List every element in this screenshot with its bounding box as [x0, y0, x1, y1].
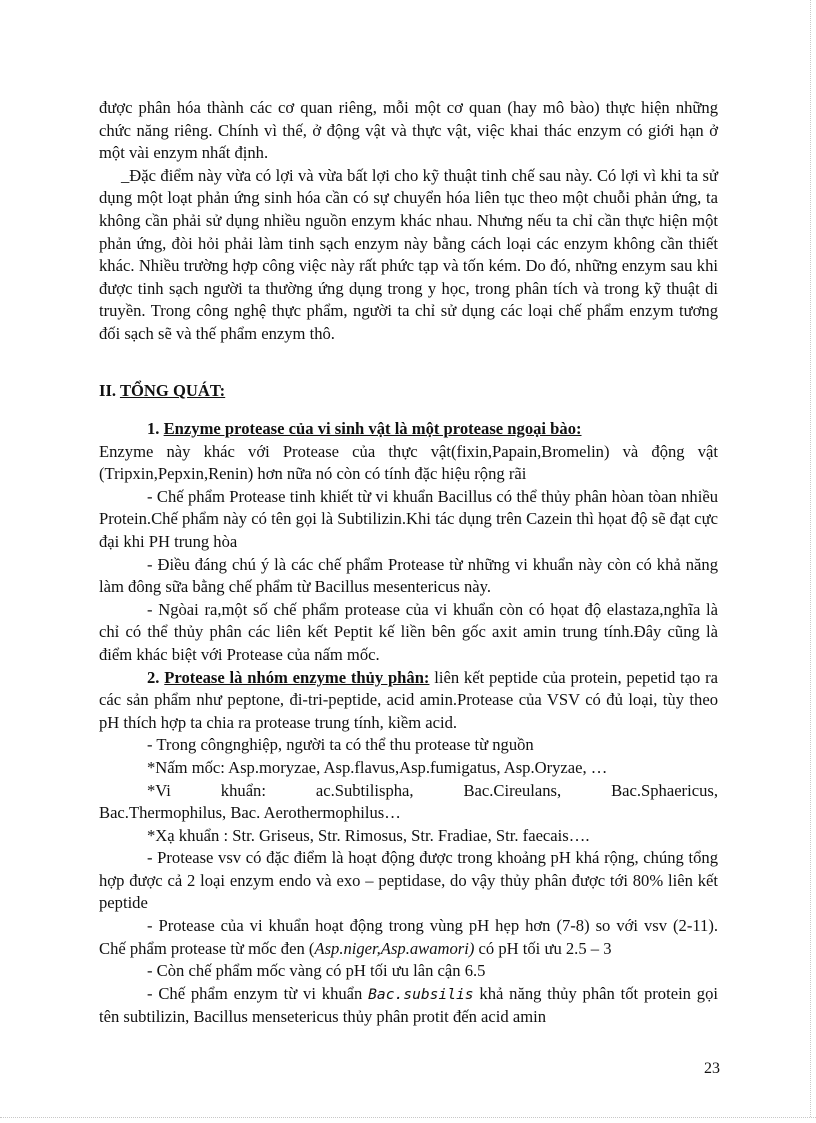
bacterial-protease-text: - Protease của vi khuẩn hoạt động trong vùng pH hẹp hơn (7-8) so với vsv (2-11). Chế phẩm protease từ mốc đen ( [99, 916, 718, 958]
bacteria-word: ac.Subtilispha, [315, 780, 414, 800]
bacteria-sources-continuation: Bac.Thermophilus, Bac. Aerothermophilus… [99, 803, 401, 823]
intro-paragraph-1: được phân hóa thành các cơ quan riêng, mỗi một cơ quan (hay mô bào) thực hiện những chức năng riêng. Chính vì thế, ở động vật và thực vật, việc khai thác enzym có giới hạn ở một vài enzym nhất định. [99, 98, 718, 163]
subsection-2-title: Protease là nhóm enzyme thủy phân: [164, 667, 430, 687]
subsection-2-number: 2. [147, 667, 160, 687]
black-mold-species: Asp.niger,Asp.awamori) [314, 938, 475, 958]
industry-sources-line: - Trong côngnghiệp, người ta có thể thu protease từ nguồn [147, 735, 534, 755]
subsection-1-intro: Enzyme này khác với Protease của thực vật(fixin,Papain,Bromelin) và động vật (Tripxin,Pepxin,Renin) hơn nữa nó còn có tính đặc hiệu rộng rãi [99, 441, 718, 484]
intro-paragraph-2: _Đặc điểm này vừa có lợi và vừa bất lợi cho kỹ thuật tinh chế sau này. Có lợi vì khi ta sử dụng một loạt phản ứng sinh hóa cần có sự chuyển hóa liên tục theo một chuỗi phản ứng, ta không cần phải sử dụng nhiều nguồn enzym khác nhau. Nhưng nếu ta chỉ cần thực hiện một phản ứng, đòi hỏi phải làm tinh sạch enzym này bằng cách loại các enzym không cần thiết khác. Nhiều trường hợp công việc này rất phức tạp và tốn kém. Do đó, những enzym sau khi được tinh sạch người ta thường ứng dụng trong y học, trong phân tích và trong kỹ thuật di truyền. Trong công nghệ thực phẩm, người ta chỉ sử dụng các loại chế phẩm enzym tương đối sạch sẽ và thế phẩm enzym thô. [99, 165, 718, 343]
section-title: TỔNG QUÁT: [119, 381, 226, 400]
subsection-1-title: Enzyme protease của vi sinh vật là một protease ngoại bào: [163, 419, 582, 438]
bacterial-protease-text-end: có pH tối ưu 2.5 – 3 [474, 938, 612, 958]
bacteria-word: Bac.Cireulans, [463, 780, 562, 800]
subsection-1-paragraph-1: - Chế phẩm Protease tinh khiết từ vi khuẩn Bacillus có thể thủy phân hòan tòan nhiều Protein.Chế phẩm này có tên gọi là Subtilizin.Khi tác dụng trên Cazein thì họat độ sẽ đạt cực đại khi PH trung hòa [99, 486, 718, 551]
subtilizin-paragraph [99, 983, 718, 1029]
section-heading [99, 380, 718, 403]
subsection-1-paragraph-3: - Ngòai ra,một số chế phẩm protease của vi khuẩn còn có họat độ elastaza,nghĩa là chỉ có thể thủy phân các liên kết Peptit kế liền bên gốc axit amin trung tính.Đây cũng là điểm khác biệt với Protease của nấm mốc. [99, 599, 718, 664]
subsection-1-paragraph-2: - Điều đáng chú ý là các chế phẩm Protease từ những vi khuẩn này còn có khả năng làm đông sữa bằng chế phẩm từ Bacillus mesentericus này. [99, 554, 718, 597]
bacteria-word: khuẩn: [220, 780, 266, 800]
subsection-1-number: 1. [147, 419, 160, 438]
subsection-2-paragraph [99, 667, 718, 735]
page-right-border [810, 0, 811, 1117]
yellow-mold-line: - Còn chế phẩm mốc vàng có pH tối ưu lân cận 6.5 [147, 961, 486, 981]
page-number: 23 [704, 1060, 720, 1077]
body-section [99, 418, 718, 1029]
subtilizin-text-end: khả năng thủy phân tốt protein gọi tên subtilizin, Bacillus mensetericus thủy phân protit đến acid amin [99, 983, 718, 1027]
protease-ph-paragraph: - Protease vsv có đặc điểm là hoạt động được trong khoảng pH khá rộng, chúng tổng hợp được cả 2 loại enzym endo và exo – peptidase, do vậy thủy phân được tới 80% liên kết peptide [99, 848, 718, 913]
bacillus-species: Bac.subsilis [368, 985, 474, 1003]
mold-sources-line: *Nấm mốc: Asp.moryzae, Asp.flavus,Asp.fumigatus, Asp.Oryzae, … [147, 757, 608, 777]
section-number: II. [99, 381, 117, 400]
subsection-2-text: liên kết peptide của protein, pepetid tạo ra các sản phẩm như peptone, đi-tri-peptide, acid amin.Protease của VSV có đủ loại, tùy theo pH thích hợp ta chia ra protease trung tính, kiềm acid. [99, 667, 718, 732]
actinomycete-sources-line: *Xạ khuẩn : Str. Griseus, Str. Rimosus, Str. Fradiae, Str. faecais…. [147, 825, 590, 845]
subsection-1-heading [99, 418, 718, 441]
bacteria-word: Bac.Sphaericus, [611, 780, 718, 800]
bacterial-protease-paragraph [99, 915, 718, 960]
page-bottom-border [0, 1117, 816, 1118]
intro-section [99, 97, 718, 346]
bacteria-word: *Vi [147, 780, 171, 800]
bacteria-sources-line [99, 780, 718, 803]
subtilizin-text: - Chế phẩm enzym từ vi khuẩn [147, 983, 369, 1003]
